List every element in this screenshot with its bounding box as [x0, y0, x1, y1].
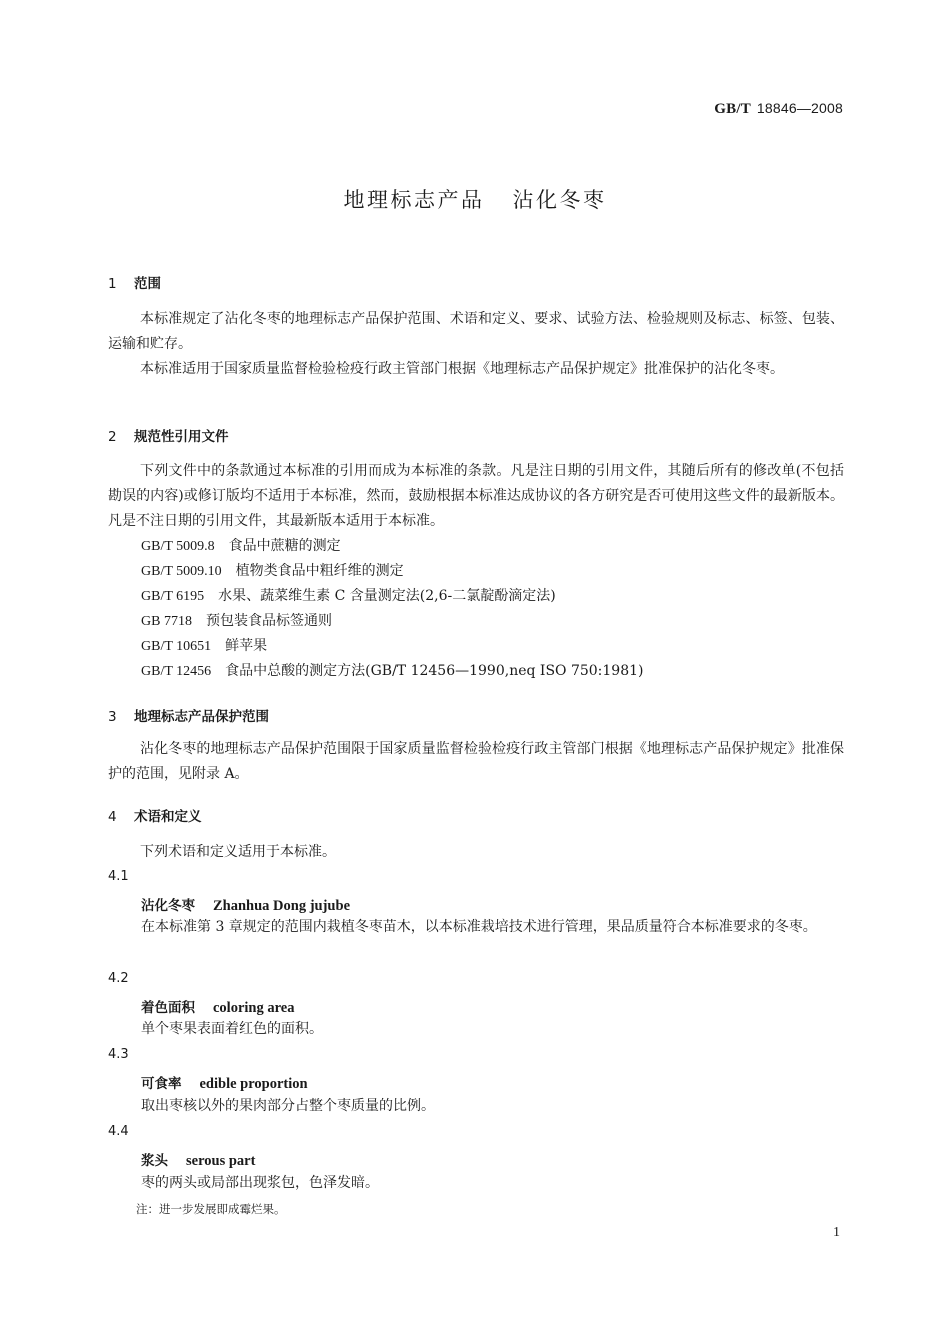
- section-heading-4: 4 术语和定义: [108, 809, 202, 825]
- term-heading: 着色面积 coloring area: [141, 1000, 295, 1016]
- section-1-paragraph-2: 本标准适用于国家质量监督检验检疫行政主管部门根据《地理标志产品保护规定》批准保护的沾化冬枣。: [140, 361, 784, 377]
- section-2-paragraph-1: 下列文件中的条款通过本标准的引用而成为本标准的条款。凡是注日期的引用文件，其随后所有的修改单(不包括勘误的内容)或修订版均不适用于本标准，然而，鼓励根据本标准达成协议的各方研究是否可使用这些文件的最新版本。凡是不注日期的引用文件，其最新版本适用于本标准。: [108, 463, 844, 529]
- document-title: [0, 184, 950, 214]
- term-definition: 单个枣果表面着红色的面积。: [141, 1021, 323, 1037]
- reference-item: GB/T 6195 水果、蔬菜维生素 C 含量测定法(2,6-二氯靛酚滴定法): [141, 588, 556, 604]
- reference-item: GB 7718 预包装食品标签通则: [141, 613, 332, 629]
- term-definition: 取出枣核以外的果肉部分占整个枣质量的比例。: [141, 1098, 435, 1114]
- term-number: 4.3: [108, 1047, 129, 1062]
- term-number: 4.2: [108, 971, 129, 986]
- term-heading: 沾化冬枣 Zhanhua Dong jujube: [141, 898, 350, 914]
- reference-item: GB/T 5009.8 食品中蔗糖的测定: [141, 538, 341, 554]
- title-part-2: 沾化冬枣: [512, 188, 607, 212]
- term-definition: 在本标准第 3 章规定的范围内栽植冬枣苗木，以本标准栽培技术进行管理，果品质量符合本标准要求的冬枣。: [141, 919, 817, 935]
- reference-item: GB/T 5009.10 植物类食品中粗纤维的测定: [141, 563, 404, 579]
- reference-item: GB/T 12456 食品中总酸的测定方法(GB/T 12456—1990,neq ISO 750:1981): [141, 663, 644, 679]
- term-note: 注：进一步发展即成霉烂果。: [136, 1202, 286, 1216]
- term-number: 4.4: [108, 1124, 129, 1139]
- standard-code: [714, 100, 843, 118]
- page-number: 1: [833, 1225, 840, 1240]
- section-heading-1: 1 范围: [108, 276, 161, 292]
- section-heading-3: 3 地理标志产品保护范围: [108, 709, 269, 725]
- term-heading: 浆头 serous part: [141, 1153, 256, 1169]
- section-4-paragraph-1: 下列术语和定义适用于本标准。: [140, 844, 336, 860]
- reference-item: GB/T 10651 鲜苹果: [141, 638, 268, 654]
- section-1-paragraph-1: 本标准规定了沾化冬枣的地理标志产品保护范围、术语和定义、要求、试验方法、检验规则及标志、标签、包装、运输和贮存。: [108, 311, 844, 352]
- standard-prefix: GB/T: [714, 101, 751, 117]
- title-part-1: 地理标志产品: [343, 188, 485, 212]
- term-heading: 可食率 edible proportion: [141, 1076, 308, 1092]
- section-heading-2: 2 规范性引用文件: [108, 429, 229, 445]
- standard-number: 18846—2008: [756, 100, 843, 116]
- term-definition: 枣的两头或局部出现浆包，色泽发暗。: [141, 1175, 379, 1191]
- term-number: 4.1: [108, 869, 129, 884]
- section-3-paragraph-1: 沾化冬枣的地理标志产品保护范围限于国家质量监督检验检疫行政主管部门根据《地理标志产品保护规定》批准保护的范围，见附录 A。: [108, 741, 844, 782]
